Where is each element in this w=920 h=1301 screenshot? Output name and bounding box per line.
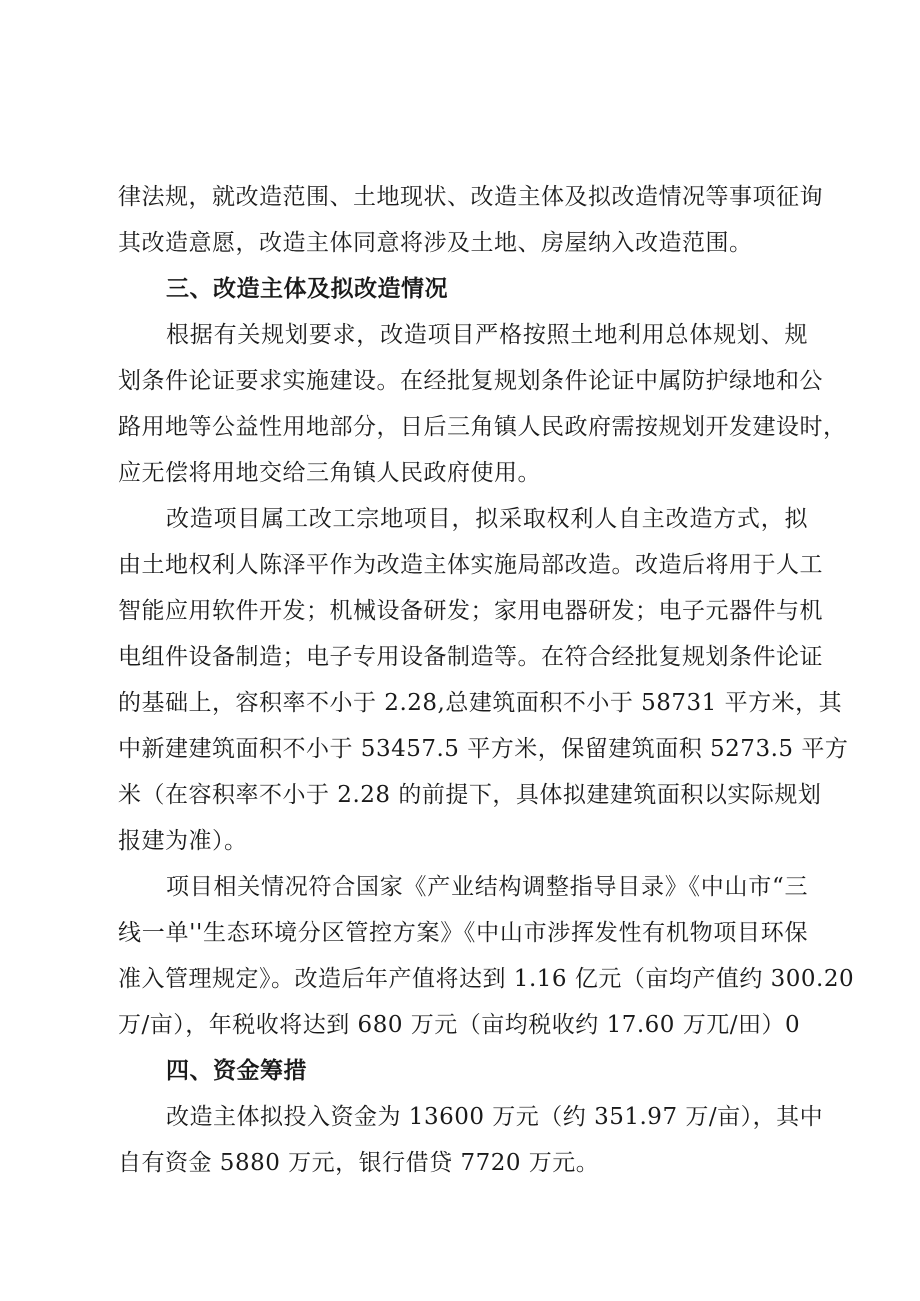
paragraph-line: 准入管理规定》。改造后年产值将达到 1.16 亿元（亩均产值约 300.20 xyxy=(118,966,855,992)
paragraph-line: 根据有关规划要求，改造项目严格按照土地利用总体规划、规 xyxy=(166,322,808,348)
paragraph-line: 的基础上，容积率不小于 2.28,总建筑面积不小于 58731 平方米，其 xyxy=(118,690,843,716)
paragraph-line: 由土地权利人陈泽平作为改造主体实施局部改造。改造后将用于人工 xyxy=(118,552,823,578)
paragraph-line: 应无偿将用地交给三角镇人民政府使用。 xyxy=(118,460,541,486)
paragraph-line: 报建为准）。 xyxy=(118,828,248,854)
paragraph-line: 中新建建筑面积不小于 53457.5 平方米，保留建筑面积 5273.5 平方 xyxy=(118,736,849,762)
paragraph-line: 电组件设备制造；电子专用设备制造等。在符合经批复规划条件论证 xyxy=(118,644,823,670)
paragraph-line: 其改造意愿，改造主体同意将涉及土地、房屋纳入改造范围。 xyxy=(118,230,753,256)
paragraph-line: 米（在容积率不小于 2.28 的前提下，具体拟建建筑面积以实际规划 xyxy=(118,782,822,808)
paragraph-line: 万/亩），年税收将达到 680 万元（亩均税收约 17.60 万兀/田）0 xyxy=(118,1012,801,1038)
section-heading-4: 四、资金筹措 xyxy=(166,1058,307,1084)
paragraph-line: 改造主体拟投入资金为 13600 万元（约 351.97 万/亩），其中 xyxy=(166,1104,824,1130)
paragraph-line: 线一单''生态环境分区管控方案》《中山市涉挥发性有机物项目环保 xyxy=(118,920,808,946)
paragraph-line: 项目相关情况符合国家《产业结构调整指导目录》《中山市“三 xyxy=(166,874,808,900)
section-heading-3: 三、改造主体及拟改造情况 xyxy=(166,276,448,302)
paragraph-line: 改造项目属工改工宗地项目，拟采取权利人自主改造方式，拟 xyxy=(166,506,808,532)
paragraph-line: 路用地等公益性用地部分，日后三角镇人民政府需按规划开发建设时， xyxy=(118,414,847,440)
paragraph-line: 智能应用软件开发；机械设备研发；家用电器研发；电子元器件与机 xyxy=(118,598,823,624)
paragraph-line: 律法规，就改造范围、土地现状、改造主体及拟改造情况等事项征询 xyxy=(118,184,823,210)
paragraph-line: 自有资金 5880 万元，银行借贷 7720 万元。 xyxy=(118,1150,600,1176)
paragraph-line: 划条件论证要求实施建设。在经批复规划条件论证中属防护绿地和公 xyxy=(118,368,823,394)
